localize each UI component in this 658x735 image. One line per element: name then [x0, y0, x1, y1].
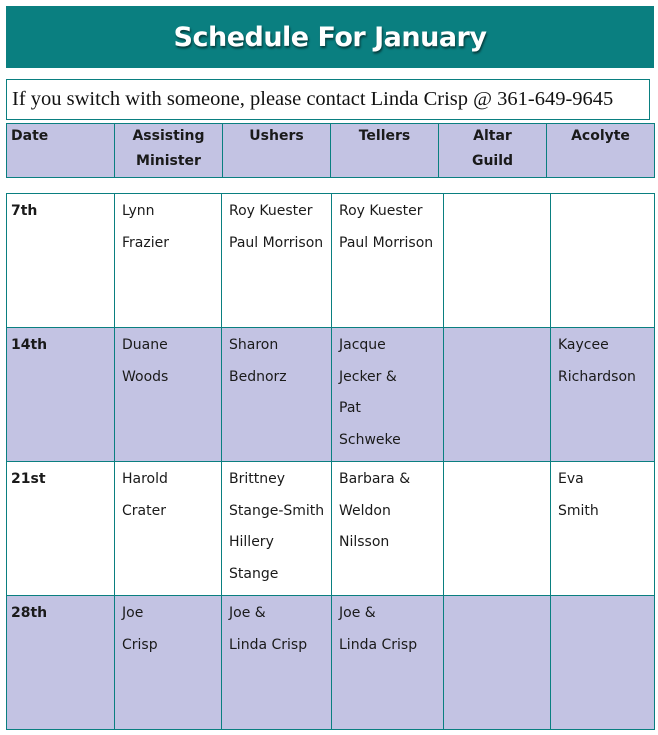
name-line: Stange-Smith [229, 502, 325, 519]
header-date: Date [7, 124, 115, 178]
header-tellers: Tellers [331, 124, 439, 178]
cell-ushers [222, 328, 332, 462]
table-row [7, 194, 655, 328]
cell-acolyte [551, 328, 655, 462]
cell-assisting-minister [115, 328, 222, 462]
name-line: Stange [229, 565, 279, 582]
cell-assisting-minister [115, 194, 222, 328]
cell-tellers [332, 462, 444, 596]
name-line: Crater [122, 502, 166, 519]
header-altar-guild: Altar Guild [439, 124, 547, 178]
cell-altar-guild [444, 194, 551, 328]
date-label: 28th [11, 605, 48, 621]
name-line: Weldon [339, 502, 391, 519]
name-line: Jecker & [339, 368, 397, 385]
name-line: Linda Crisp [339, 636, 418, 653]
date-label: 7th [11, 203, 38, 219]
cell-altar-guild [444, 462, 551, 596]
cell-date [7, 596, 115, 730]
header-assisting-minister: Assisting Minister [115, 124, 223, 178]
cell-altar-guild [444, 596, 551, 730]
name-line: Roy Kuester [339, 203, 423, 219]
name-line: Brittney [229, 471, 285, 487]
name-line: Roy Kuester [229, 203, 313, 219]
name-line: Joe [122, 605, 144, 621]
name-line: Paul Morrison [229, 234, 324, 251]
header-row [7, 124, 655, 178]
name-line: Barbara & [339, 471, 411, 487]
cell-altar-guild [444, 328, 551, 462]
contact-notice: If you switch with someone, please contact Linda Crisp @ 361-649-9645 [6, 79, 650, 120]
title-banner [6, 6, 654, 68]
cell-tellers [332, 328, 444, 462]
name-line: Crisp [122, 636, 158, 653]
name-line: Richardson [558, 368, 636, 385]
table-row [7, 462, 655, 596]
header-acolyte: Acolyte [547, 124, 655, 178]
schedule-body [7, 194, 655, 730]
table-row [7, 328, 655, 462]
name-line: Schweke [339, 431, 401, 448]
name-line: Kaycee [558, 337, 609, 353]
date-label: 21st [11, 471, 46, 487]
cell-tellers [332, 596, 444, 730]
cell-date [7, 328, 115, 462]
name-line: Hillery [229, 534, 274, 550]
table-row [7, 596, 655, 730]
cell-date [7, 462, 115, 596]
cell-assisting-minister [115, 596, 222, 730]
header-ushers: Ushers [223, 124, 331, 178]
name-line: Harold [122, 471, 168, 487]
name-line: Frazier [122, 234, 169, 251]
cell-acolyte [551, 462, 655, 596]
cell-tellers [332, 194, 444, 328]
cell-date [7, 194, 115, 328]
name-line: Joe & [229, 605, 266, 621]
name-line: Lynn [122, 203, 155, 219]
cell-acolyte [551, 596, 655, 730]
name-line: Bednorz [229, 368, 287, 385]
date-label: 14th [11, 337, 48, 353]
name-line: Sharon [229, 337, 279, 353]
schedule-table [6, 193, 655, 730]
name-line: Eva [558, 471, 584, 487]
name-line: Paul Morrison [339, 234, 434, 251]
cell-ushers [222, 194, 332, 328]
name-line: Jacque [339, 337, 386, 353]
cell-assisting-minister [115, 462, 222, 596]
name-line: Joe & [339, 605, 376, 621]
column-header-table [6, 123, 655, 178]
cell-acolyte [551, 194, 655, 328]
cell-ushers [222, 462, 332, 596]
name-line: Duane [122, 337, 168, 353]
name-line: Pat [339, 400, 361, 416]
cell-ushers [222, 596, 332, 730]
name-line: Woods [122, 368, 169, 385]
name-line: Nilsson [339, 534, 390, 550]
name-line: Linda Crisp [229, 636, 308, 653]
name-line: Smith [558, 502, 599, 519]
page-title: Schedule For January [173, 21, 487, 53]
